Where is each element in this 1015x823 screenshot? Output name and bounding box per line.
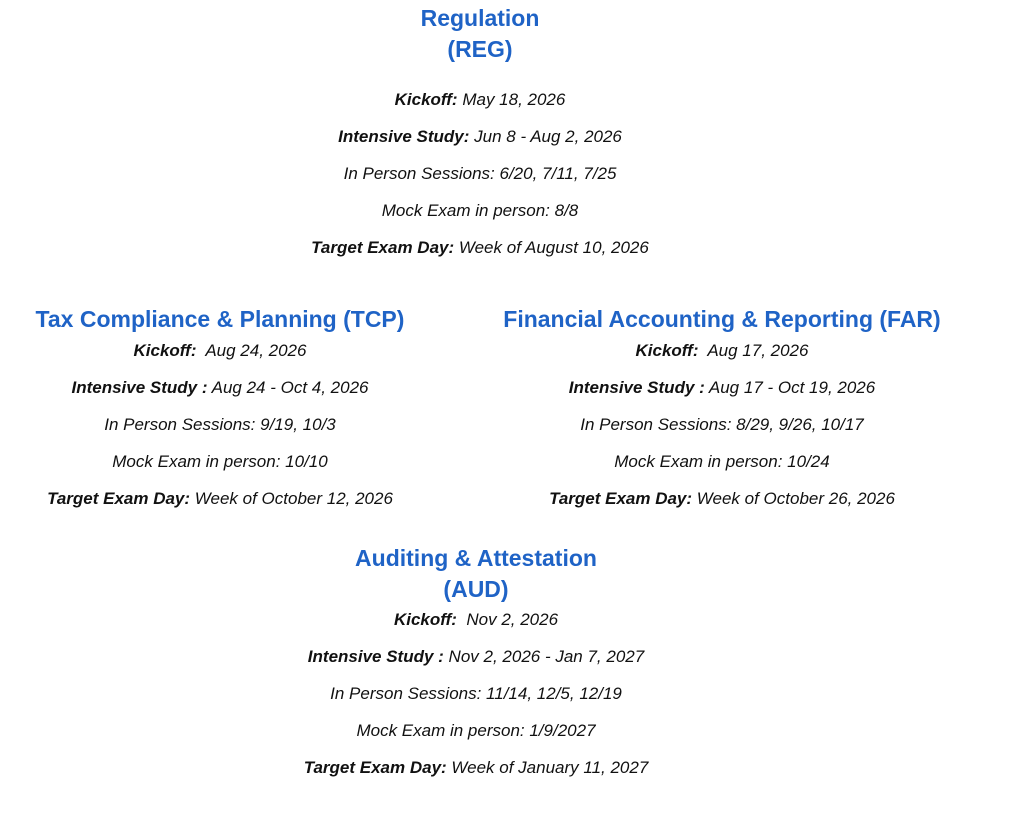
tcp-target-exam-day	[0, 489, 440, 509]
reg-kickoff-label: Kickoff:	[394, 90, 458, 109]
aud-target-exam-day	[276, 758, 676, 778]
aud-mock-exam: Mock Exam in person: 1/9/2027	[356, 721, 596, 740]
aud-in-person-sessions: In Person Sessions: 11/14, 12/5, 12/19	[330, 684, 622, 703]
reg-kickoff-value: May 18, 2026	[457, 90, 566, 109]
tcp-intensive-label: Intensive Study :	[71, 378, 208, 397]
aud-intensive-label: Intensive Study :	[307, 647, 444, 666]
far-kickoff-value: Aug 17, 2026	[698, 341, 809, 360]
aud-kickoff-value: Nov 2, 2026	[456, 610, 559, 629]
tcp-target-value: Week of October 12, 2026	[190, 489, 393, 508]
aud-kickoff	[276, 610, 676, 630]
aud-target-label: Target Exam Day:	[303, 758, 447, 777]
reg-intensive-value: Jun 8 - Aug 2, 2026	[469, 127, 622, 146]
aud-intensive-study	[276, 647, 676, 667]
tcp-intensive-value: Aug 24 - Oct 4, 2026	[207, 378, 369, 397]
far-target-label: Target Exam Day:	[549, 489, 693, 508]
far-title: Financial Accounting & Reporting (FAR)	[503, 306, 941, 332]
reg-intensive-label: Intensive Study:	[338, 127, 470, 146]
reg-target-label: Target Exam Day:	[311, 238, 455, 257]
far-intensive-value: Aug 17 - Oct 19, 2026	[704, 378, 876, 397]
tcp-title: Tax Compliance & Planning (TCP)	[35, 306, 405, 332]
far-kickoff-label: Kickoff:	[635, 341, 699, 360]
reg-kickoff	[280, 90, 680, 110]
tcp-kickoff-label: Kickoff:	[133, 341, 197, 360]
far-mock-exam: Mock Exam in person: 10/24	[614, 452, 830, 471]
tcp-section	[0, 304, 440, 509]
far-in-person-sessions: In Person Sessions: 8/29, 9/26, 10/17	[580, 415, 864, 434]
far-intensive-study	[492, 378, 952, 398]
aud-title-line2: (AUD)	[443, 576, 509, 602]
far-target-value: Week of October 26, 2026	[692, 489, 895, 508]
far-kickoff	[492, 341, 952, 361]
tcp-target-label: Target Exam Day:	[47, 489, 191, 508]
reg-section	[280, 3, 680, 258]
reg-title-line2: (REG)	[447, 36, 513, 62]
aud-section	[276, 543, 676, 778]
aud-title-line1: Auditing & Attestation	[355, 545, 597, 571]
tcp-kickoff-value: Aug 24, 2026	[196, 341, 307, 360]
far-target-exam-day	[492, 489, 952, 509]
reg-intensive-study	[280, 127, 680, 147]
aud-intensive-value: Nov 2, 2026 - Jan 7, 2027	[443, 647, 645, 666]
reg-mock-exam: Mock Exam in person: 8/8	[381, 201, 579, 220]
reg-target-exam-day	[280, 238, 680, 258]
tcp-intensive-study	[0, 378, 440, 398]
tcp-kickoff	[0, 341, 440, 361]
far-section	[492, 304, 952, 509]
reg-in-person-sessions: In Person Sessions: 6/20, 7/11, 7/25	[343, 164, 617, 183]
reg-title-line1: Regulation	[420, 5, 540, 31]
far-intensive-label: Intensive Study :	[568, 378, 705, 397]
reg-target-value: Week of August 10, 2026	[454, 238, 649, 257]
aud-kickoff-label: Kickoff:	[393, 610, 457, 629]
tcp-mock-exam: Mock Exam in person: 10/10	[112, 452, 328, 471]
tcp-in-person-sessions: In Person Sessions: 9/19, 10/3	[104, 415, 336, 434]
aud-target-value: Week of January 11, 2027	[446, 758, 649, 777]
